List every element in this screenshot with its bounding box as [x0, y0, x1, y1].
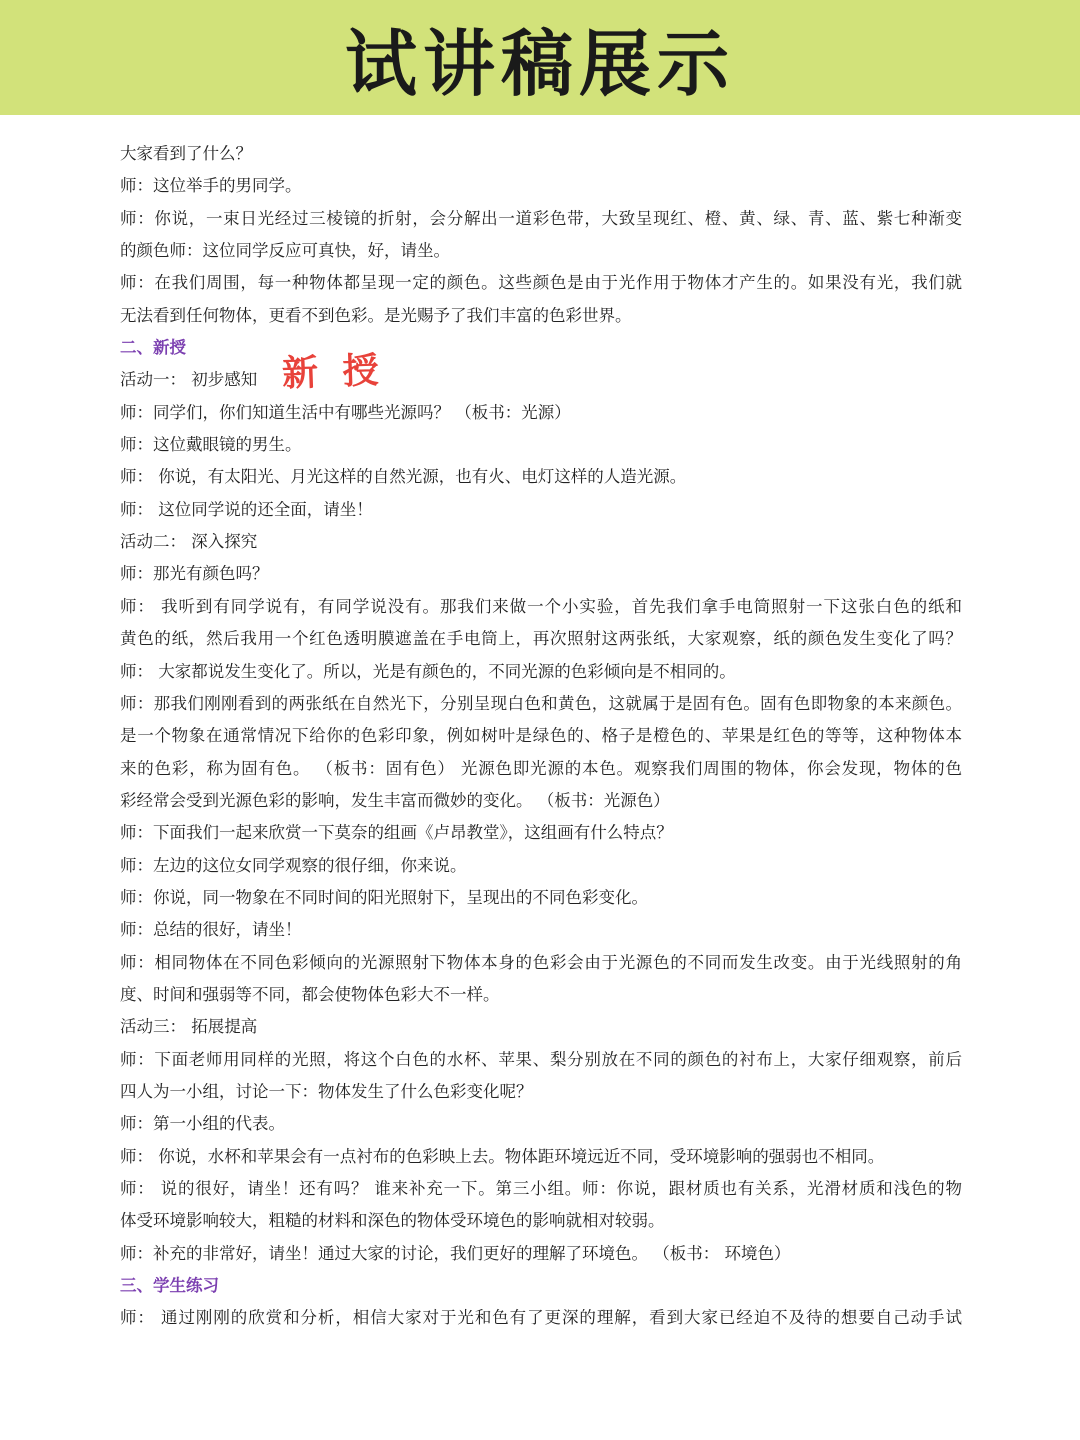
- script-line: 师：下面我们一起来欣赏一下莫奈的组画《卢昂教堂》，这组画有什么特点？: [120, 823, 673, 843]
- script-line: 师：同学们，你们知道生活中有哪些光源吗？ （板书：光源）: [120, 402, 571, 422]
- title-banner: [0, 0, 1080, 115]
- script-line: 师： 通过刚刚的欣赏和分析，相信大家对于光和色有了更深的理解，看到大家已经迫不及待的想要自己动手试: [120, 1308, 962, 1328]
- script-line: 师：这位举手的男同学。: [120, 176, 302, 196]
- script-line: 的颜色师：这位同学反应可真快，好，请坐。: [120, 241, 450, 261]
- script-line: 师：这位戴眼镜的男生。: [120, 435, 302, 455]
- page-title: 试讲稿展示: [344, 21, 735, 106]
- section-heading: 三、学生练习: [120, 1276, 219, 1296]
- script-line: 师： 你说，有太阳光、月光这样的自然光源，也有火、电灯这样的人造光源。: [120, 467, 687, 487]
- script-line: 师：下面老师用同样的光照，将这个白色的水杯、苹果、梨分别放在不同的颜色的衬布上，大家仔细观察，前后: [120, 1049, 962, 1069]
- new-lesson-stamp: 新 授: [281, 350, 386, 395]
- script-line: 师：那光有颜色吗？: [120, 564, 269, 584]
- script-line: 师：你说，同一物象在不同时间的阳光照射下，呈现出的不同色彩变化。: [120, 887, 648, 907]
- script-line: 体受环境影响较大，粗糙的材料和深色的物体受环境色的影响就相对较弱。: [120, 1211, 665, 1231]
- script-line: 师： 说的很好，请坐！还有吗？ 谁来补充一下。第三小组。师：你说，跟材质也有关系，光滑材质和浅色的物: [120, 1179, 962, 1198]
- script-line: 师：左边的这位女同学观察的很仔细，你来说。: [120, 855, 467, 875]
- script-line: 师：总结的很好，请坐！: [120, 920, 302, 940]
- script-line: 师：那我们刚刚看到的两张纸在自然光下，分别呈现白色和黄色，这就属于是固有色。固有色即物象的本来颜色。: [120, 693, 962, 713]
- script-line: 来的色彩，称为固有色。 （板书：固有色） 光源色即光源的本色。观察我们周围的物体，你会发现，物体的色: [120, 758, 962, 778]
- script-line: 黄色的纸，然后我用一个红色透明膜遮盖在手电筒上，再次照射这两张纸，大家观察，纸的颜色发生变化了吗？: [120, 629, 962, 649]
- script-line: 师：在我们周围，每一种物体都呈现一定的颜色。这些颜色是由于光作用于物体才产生的。如果没有光，我们就: [120, 273, 962, 293]
- script-line: 师：你说，一束日光经过三棱镜的折射，会分解出一道彩色带，大致呈现红、橙、黄、绿、青、蓝、紫七种渐变: [120, 208, 962, 228]
- script-line: 师：补充的非常好，请坐！通过大家的讨论，我们更好的理解了环境色。 （板书： 环境色）: [120, 1243, 791, 1263]
- script-line: 师：相同物体在不同色彩倾向的光源照射下物体本身的色彩会由于光源色的不同而发生改变。由于光线照射的角: [120, 952, 962, 972]
- script-line: 活动二： 深入探究: [120, 532, 258, 552]
- script-line: 师： 这位同学说的还全面，请坐！: [120, 499, 373, 519]
- script-line: 师： 我听到有同学说有，有同学说没有。那我们来做一个小实验，首先我们拿手电筒照射一下这张白色的纸和: [120, 596, 962, 616]
- script-line: 师： 大家都说发生变化了。所以，光是有颜色的，不同光源的色彩倾向是不相同的。: [120, 661, 736, 681]
- script-line: 活动三： 拓展提高: [120, 1017, 258, 1037]
- lecture-script-body: [120, 138, 962, 1335]
- script-line: 大家看到了什么？: [120, 144, 252, 163]
- script-line: 师： 你说，水杯和苹果会有一点衬布的色彩映上去。物体距环境远近不同，受环境影响的强弱也不相同。: [120, 1146, 885, 1166]
- script-line: 活动一： 初步感知: [120, 370, 258, 390]
- script-line: 无法看到任何物体，更看不到色彩。是光赐予了我们丰富的色彩世界。: [120, 305, 632, 325]
- section-heading: 二、新授: [120, 338, 186, 358]
- script-line: 是一个物象在通常情况下给你的色彩印象，例如树叶是绿色的、格子是橙色的、苹果是红色的等等，这种物体本: [120, 726, 962, 746]
- script-line: 彩经常会受到光源色彩的影响，发生丰富而微妙的变化。 （板书：光源色）: [120, 790, 670, 810]
- script-line: 四人为一小组，讨论一下：物体发生了什么色彩变化呢？: [120, 1081, 533, 1101]
- script-line: 度、时间和强弱等不同，都会使物体色彩大不一样。: [120, 984, 500, 1004]
- script-line: 师：第一小组的代表。: [120, 1114, 285, 1134]
